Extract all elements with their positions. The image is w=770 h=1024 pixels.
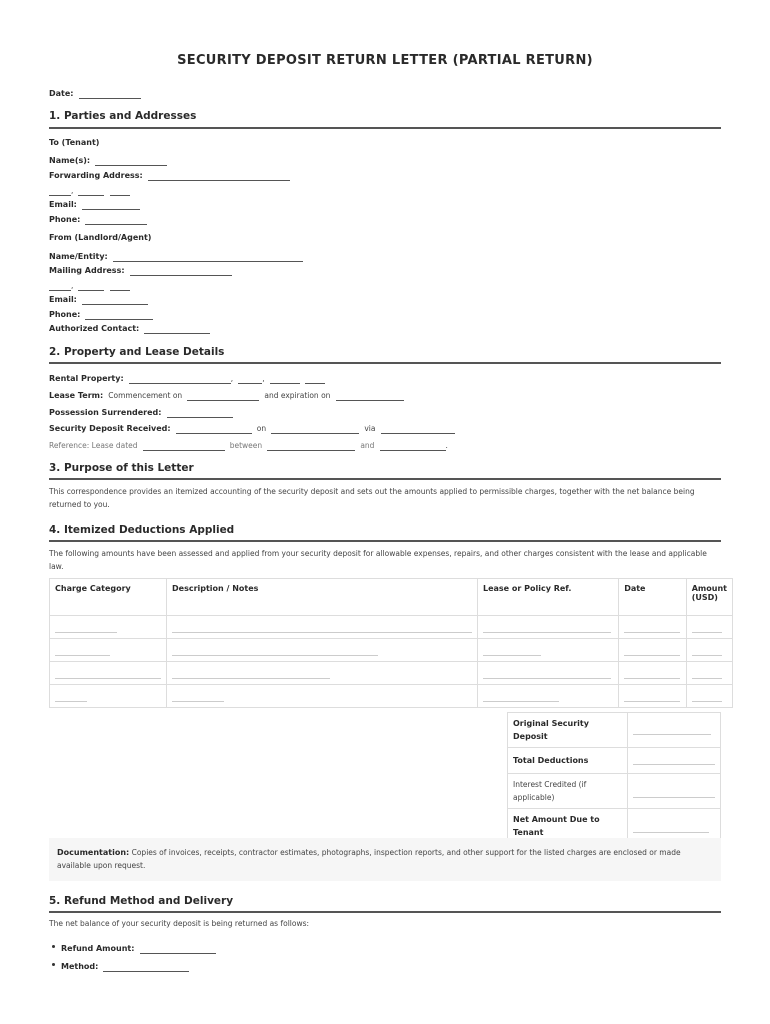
- table-cell[interactable]: [686, 662, 732, 685]
- forwarding-zip-field[interactable]: [110, 186, 130, 196]
- tenant-names-label: Name(s):: [49, 156, 91, 165]
- original-deposit-label: Original Security Deposit: [508, 713, 628, 748]
- rental-address-field[interactable]: [129, 374, 234, 384]
- table-cell[interactable]: [619, 639, 687, 662]
- section-4-heading: 4. Itemized Deductions Applied: [49, 524, 235, 536]
- mailing-state-field[interactable]: [78, 281, 104, 291]
- commencement-field[interactable]: [187, 391, 259, 401]
- contact-row: [49, 320, 210, 334]
- refund-amount-item: [52, 940, 216, 954]
- table-cell[interactable]: [686, 616, 732, 639]
- tenant-names-row: [49, 152, 167, 166]
- table-cell[interactable]: [50, 662, 167, 685]
- method-field[interactable]: [103, 962, 189, 972]
- forwarding-field[interactable]: [148, 171, 290, 181]
- summary-row-total: [508, 748, 721, 774]
- from-heading: From (Landlord/Agent): [49, 233, 152, 242]
- method-label: Method:: [61, 962, 99, 971]
- table-row: [50, 616, 733, 639]
- table-cell[interactable]: [619, 616, 687, 639]
- forwarding-city-field[interactable]: [49, 186, 74, 196]
- rental-label: Rental Property:: [49, 374, 124, 383]
- table-cell[interactable]: [686, 685, 732, 708]
- table-cell[interactable]: [167, 639, 478, 662]
- table-row: [50, 685, 733, 708]
- table-cell[interactable]: [478, 639, 619, 662]
- interest-label: Interest Credited (if applicable): [508, 774, 628, 809]
- between-text: between: [229, 441, 263, 450]
- summary-table: [507, 712, 721, 844]
- comma: ,: [71, 186, 74, 195]
- purpose-text: This correspondence provides an itemized accounting of the security deposit and sets out the amounts applied to permissible charges, together with the net balance being returned to you.: [49, 487, 695, 509]
- net-amount-label: Net Amount Due to Tenant: [508, 809, 628, 844]
- page-title: SECURITY DEPOSIT RETURN LETTER (PARTIAL RETURN): [177, 53, 593, 68]
- tenant-names-field[interactable]: [95, 156, 167, 166]
- summary-row-interest: [508, 774, 721, 809]
- commencement-text: Commencement on: [108, 391, 183, 400]
- and-text: and: [360, 441, 375, 450]
- forwarding-state-field[interactable]: [78, 186, 104, 196]
- section-5-heading: 5. Refund Method and Delivery: [49, 895, 234, 907]
- tenant-phone-field[interactable]: [85, 215, 147, 225]
- table-row: [50, 639, 733, 662]
- tenant-phone-label: Phone:: [49, 215, 81, 224]
- party-1-field[interactable]: [267, 441, 355, 451]
- forwarding-row: [49, 167, 290, 181]
- forwarding-city-row: [49, 182, 130, 196]
- deductions-intro: The following amounts have been assessed and applied from your security deposit for allowable expenses, repairs, and other charges consistent with the lease and applicable law.: [49, 549, 707, 571]
- date-row: [49, 85, 141, 99]
- section-1-heading: 1. Parties and Addresses: [49, 110, 197, 122]
- expiration-text: and expiration on: [264, 391, 331, 400]
- deposit-label: Security Deposit Received:: [49, 424, 171, 433]
- landlord-name-field[interactable]: [113, 252, 303, 262]
- landlord-name-row: [49, 248, 303, 262]
- section-4-rule: [49, 540, 721, 542]
- table-cell[interactable]: [619, 662, 687, 685]
- section-1-rule: [49, 127, 721, 129]
- table-cell[interactable]: [478, 685, 619, 708]
- refund-amount-field[interactable]: [140, 944, 216, 954]
- forwarding-label: Forwarding Address:: [49, 171, 143, 180]
- rental-state-field[interactable]: [270, 374, 300, 384]
- table-cell[interactable]: [167, 685, 478, 708]
- documentation-note: [49, 838, 721, 881]
- contact-field[interactable]: [144, 324, 210, 334]
- landlord-email-label: Email:: [49, 295, 77, 304]
- landlord-email-field[interactable]: [82, 295, 148, 305]
- col-amount: Amount (USD): [686, 579, 732, 616]
- section-2-heading: 2. Property and Lease Details: [49, 346, 225, 358]
- expiration-field[interactable]: [336, 391, 404, 401]
- deposit-method-field[interactable]: [381, 424, 455, 434]
- section-3-heading: 3. Purpose of this Letter: [49, 462, 194, 474]
- deposit-amount-field[interactable]: [176, 424, 252, 434]
- documentation-text: Copies of invoices, receipts, contractor estimates, photographs, inspection reports, and other support for the listed charges are enclosed or made available upon request.: [57, 848, 681, 870]
- date-field[interactable]: [79, 89, 141, 99]
- bullet-icon: [52, 963, 55, 966]
- mailing-zip-field[interactable]: [110, 281, 130, 291]
- lease-date-field[interactable]: [143, 441, 225, 451]
- deposit-row: [49, 420, 455, 434]
- table-header-row: [50, 579, 733, 616]
- rental-zip-field[interactable]: [305, 374, 325, 384]
- landlord-email-row: [49, 291, 148, 305]
- summary-row-original: [508, 713, 721, 748]
- mailing-field[interactable]: [130, 266, 232, 276]
- to-heading: To (Tenant): [49, 138, 100, 147]
- section-3-rule: [49, 478, 721, 480]
- col-date: Date: [619, 579, 687, 616]
- comma: ,: [71, 281, 74, 290]
- date-label: Date:: [49, 89, 74, 98]
- via-text: via: [364, 424, 376, 433]
- tenant-email-label: Email:: [49, 200, 77, 209]
- col-charge-category: Charge Category: [50, 579, 167, 616]
- total-deductions-field[interactable]: [628, 748, 721, 774]
- table-cell[interactable]: [686, 639, 732, 662]
- section-5-rule: [49, 911, 721, 913]
- table-cell[interactable]: [167, 662, 478, 685]
- tenant-email-row: [49, 196, 140, 210]
- refund-intro: The net balance of your security deposit is being returned as follows:: [49, 919, 310, 928]
- table-cell[interactable]: [50, 616, 167, 639]
- table-row: [50, 662, 733, 685]
- comma: ,: [230, 374, 234, 383]
- comma: ,: [262, 374, 265, 383]
- party-2-field[interactable]: [380, 441, 446, 451]
- possession-field[interactable]: [167, 408, 233, 418]
- table-cell[interactable]: [50, 685, 167, 708]
- table-cell[interactable]: [478, 616, 619, 639]
- landlord-phone-label: Phone:: [49, 310, 81, 319]
- original-deposit-field[interactable]: [628, 713, 721, 748]
- total-deductions-label: Total Deductions: [508, 748, 628, 774]
- documentation-label: Documentation:: [57, 848, 130, 857]
- landlord-name-label: Name/Entity:: [49, 252, 108, 261]
- table-cell[interactable]: [50, 639, 167, 662]
- lease-term-label: Lease Term:: [49, 391, 104, 400]
- table-cell[interactable]: [167, 616, 478, 639]
- table-cell[interactable]: [619, 685, 687, 708]
- contact-label: Authorized Contact:: [49, 324, 140, 333]
- possession-label: Possession Surrendered:: [49, 408, 162, 417]
- section-2-rule: [49, 362, 721, 364]
- refund-amount-label: Refund Amount:: [61, 944, 135, 953]
- col-description: Description / Notes: [167, 579, 478, 616]
- mailing-label: Mailing Address:: [49, 266, 125, 275]
- mailing-city-field[interactable]: [49, 281, 74, 291]
- deposit-date-field[interactable]: [271, 424, 359, 434]
- mailing-city-row: [49, 277, 130, 291]
- bullet-icon: [52, 945, 55, 948]
- table-cell[interactable]: [478, 662, 619, 685]
- possession-row: [49, 404, 233, 418]
- col-lease-ref: Lease or Policy Ref.: [478, 579, 619, 616]
- landlord-phone-row: [49, 306, 153, 320]
- on-text: on: [256, 424, 267, 433]
- interest-field[interactable]: [628, 774, 721, 809]
- tenant-phone-row: [49, 211, 147, 225]
- method-item: [52, 958, 189, 972]
- tenant-email-field[interactable]: [82, 200, 140, 210]
- deductions-table: [49, 578, 733, 708]
- period: .: [445, 441, 448, 450]
- reference-row: [49, 437, 448, 451]
- lease-term-row: [49, 387, 404, 401]
- reference-text: Reference: Lease dated: [49, 441, 138, 450]
- rental-row: [49, 370, 325, 384]
